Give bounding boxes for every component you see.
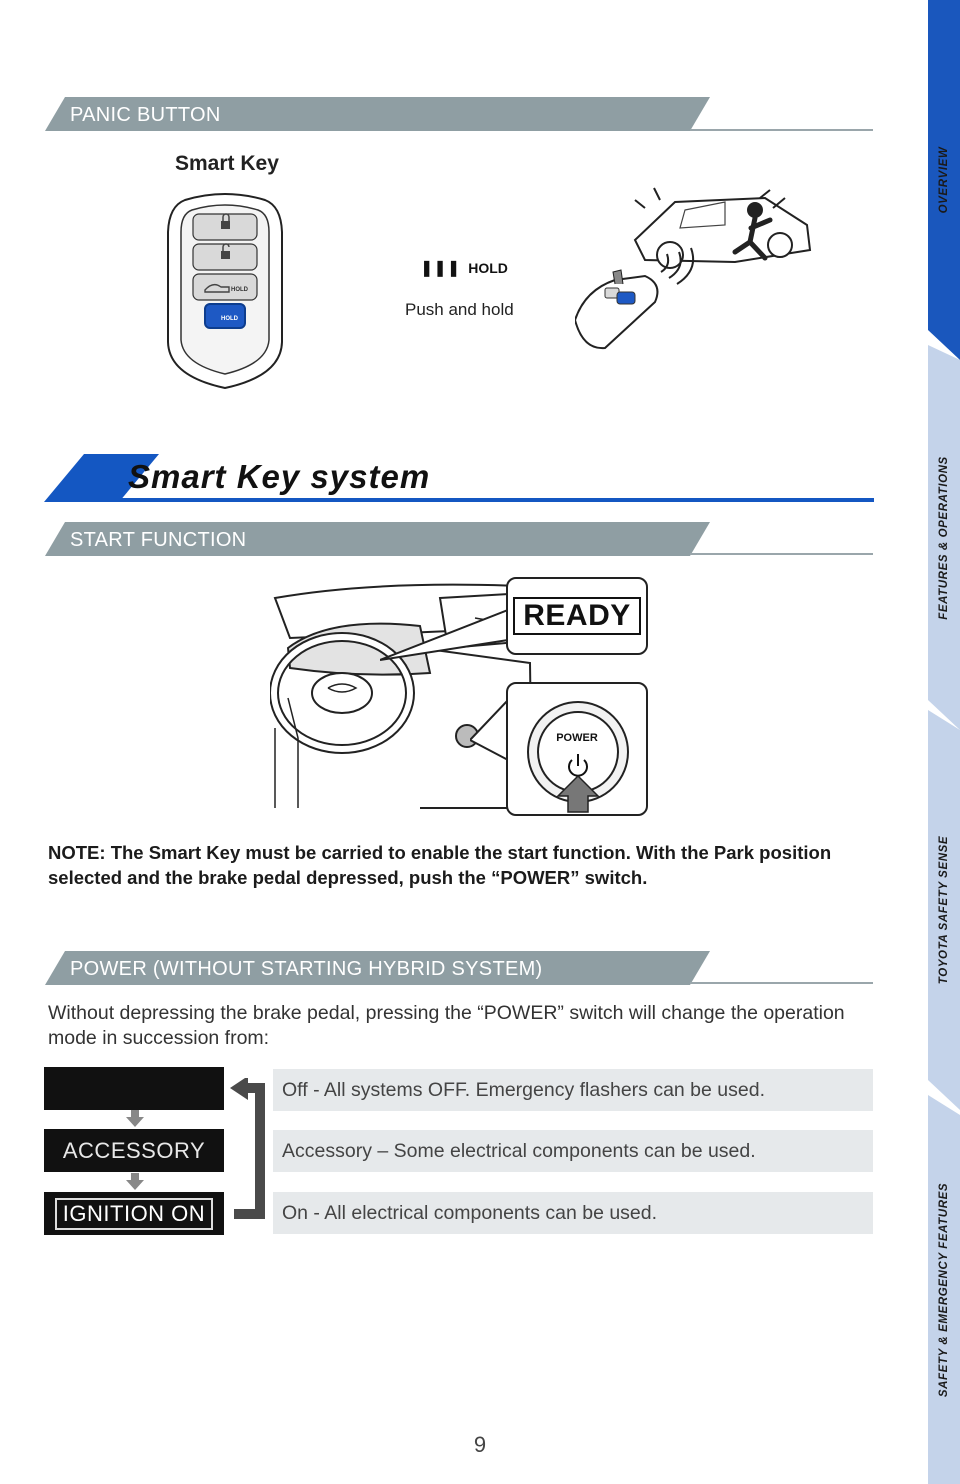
power-title: POWER (WITHOUT STARTING HYBRID SYSTEM) (70, 958, 543, 980)
power-callout (506, 682, 648, 816)
smart-key-system-title: Smart Key system (128, 458, 431, 495)
panic-horn-icon: ❚❚❚ (420, 260, 461, 277)
panic-alarm-illustration (575, 180, 820, 355)
side-tab-overview[interactable] (928, 0, 960, 360)
mode-description-off (273, 1069, 873, 1111)
mode-description-accessory (273, 1130, 873, 1172)
power-callout-pointer (470, 690, 510, 770)
ready-callout-pointer (380, 600, 510, 670)
panic-button-title: PANIC BUTTON (70, 104, 221, 126)
mode-display-accessory (44, 1129, 224, 1172)
side-tab-label: FEATURES & OPERATIONS (938, 455, 950, 620)
start-header-rule (690, 553, 873, 555)
start-function-title: START FUNCTION (70, 529, 247, 551)
power-header-rule (690, 982, 873, 984)
side-tab-label: SAFETY & EMERGENCY FEATURES (938, 1182, 950, 1397)
power-intro: Without depressing the brake pedal, pressing the “POWER” switch will change the operation mode in succession from: (48, 1002, 845, 1049)
panic-hold-indicator (420, 258, 508, 278)
start-function-header (45, 522, 710, 556)
panic-button-header (45, 97, 710, 131)
arrow-down-icon (125, 1110, 145, 1128)
hold-label: HOLD (468, 260, 508, 276)
mode-description-text: On - All electrical components can be used. (282, 1201, 658, 1224)
mode-display-ignition-on (44, 1192, 224, 1235)
smart-key-label: Smart Key (175, 152, 279, 175)
mode-display-label: IGNITION ON (55, 1198, 213, 1230)
key-button-text: HOLD (231, 287, 248, 293)
power-switch-drawing (508, 684, 646, 814)
mode-description-ignition-on (273, 1192, 873, 1234)
side-tab-features-operations[interactable] (928, 345, 960, 730)
push-and-hold-caption: Push and hold (405, 300, 514, 319)
page-number: 9 (473, 1432, 487, 1457)
power-header (45, 951, 710, 985)
side-tab-safety-emergency[interactable] (928, 1095, 960, 1484)
mode-display-label: ACCESSORY (62, 1137, 206, 1163)
mode-display-off (44, 1067, 224, 1110)
ready-callout (506, 577, 648, 655)
smart-key-fob-illustration (165, 192, 285, 392)
power-switch-label: POWER (556, 732, 598, 744)
key-button-text: HOLD (221, 316, 238, 322)
panic-header-rule (690, 129, 873, 131)
side-tab-label: TOYOTA SAFETY SENSE (938, 835, 950, 985)
mode-description-text: Off - All systems OFF. Emergency flashers can be used. (282, 1078, 765, 1101)
side-tab-label: OVERVIEW (938, 146, 950, 214)
arrow-down-icon (125, 1173, 145, 1191)
mode-description-text: Accessory – Some electrical components can be used. (282, 1139, 756, 1162)
start-function-note: NOTE: The Smart Key must be carried to enable the start function. With the Park position selected and the brake pedal depressed, push the “POWER” switch. (48, 842, 832, 888)
ready-indicator: READY (513, 597, 641, 635)
mode-cycle-bracket-icon (230, 1078, 270, 1224)
side-tab-toyota-safety-sense[interactable] (928, 710, 960, 1110)
